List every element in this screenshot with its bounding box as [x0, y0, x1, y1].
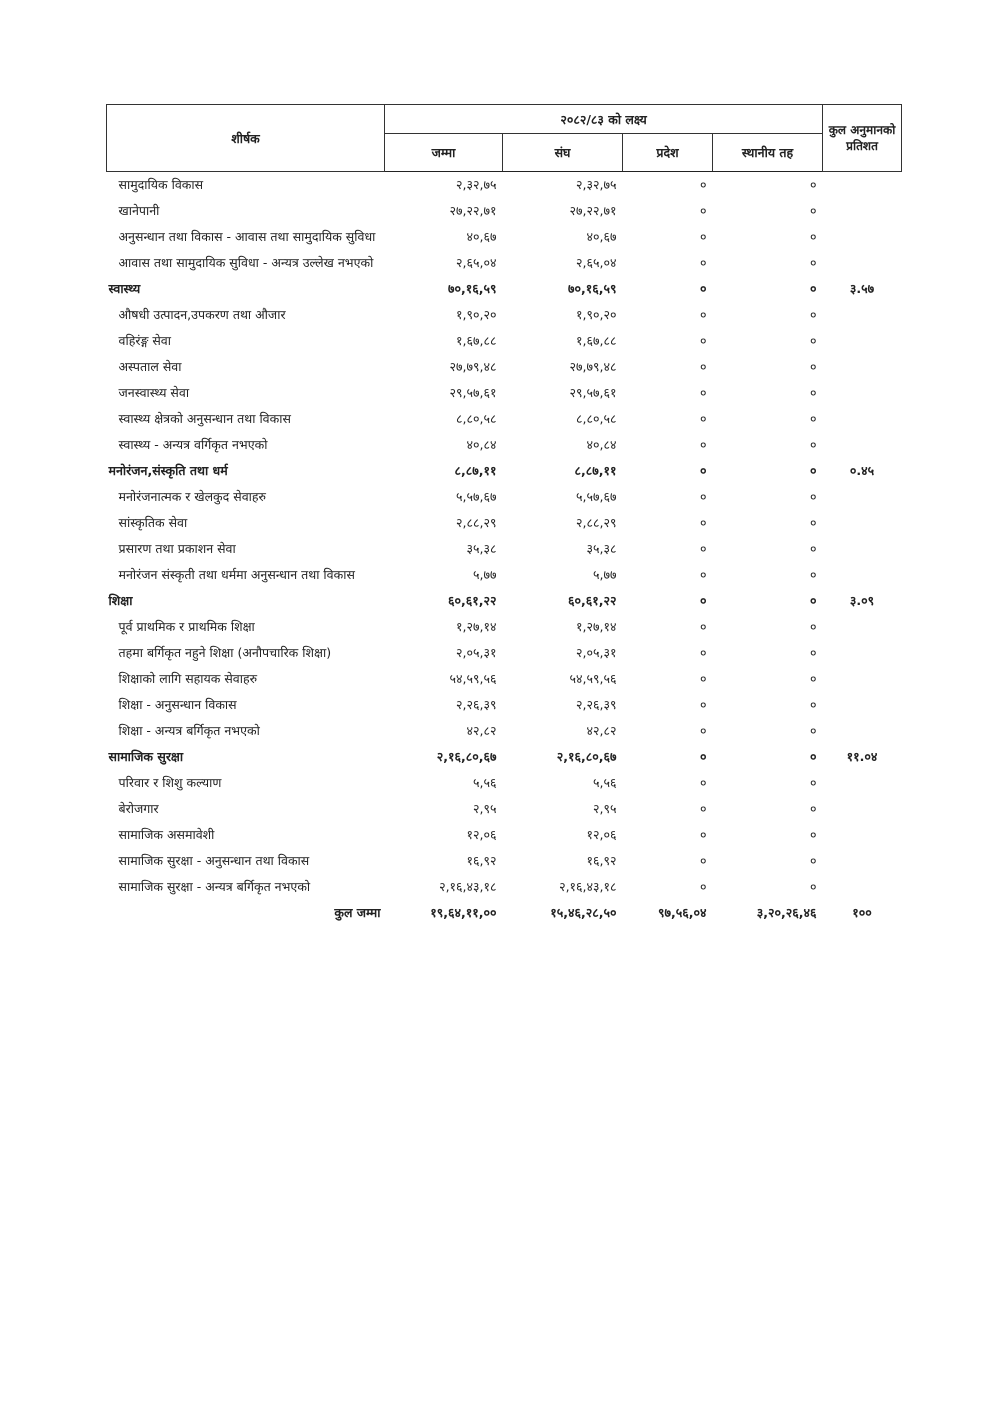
- row-province: ०: [699, 307, 707, 322]
- row-label: सामाजिक सुरक्षा - अन्यत्र बर्गिकृत नभएको: [118, 879, 311, 894]
- row-federal: १६,९२: [586, 853, 617, 868]
- table-row: [107, 874, 902, 900]
- row-local: ०: [810, 463, 817, 478]
- table-row: [107, 666, 902, 692]
- row-federal: २,८८,२९: [576, 515, 617, 530]
- row-local: ०: [810, 203, 817, 218]
- row-local: ०: [810, 619, 817, 634]
- row-percent: [823, 692, 902, 718]
- table-row: [107, 510, 902, 536]
- row-percent: [823, 640, 902, 666]
- row-percent: [823, 666, 902, 692]
- row-province: ०: [699, 411, 707, 426]
- row-percent: [823, 510, 902, 536]
- row-local: ०: [810, 645, 817, 660]
- total-label: कुल जम्मा: [334, 905, 381, 920]
- row-label: खानेपानी: [118, 203, 160, 218]
- total-amount: १९,६४,११,००: [430, 905, 497, 920]
- row-province: ०: [699, 723, 707, 738]
- row-federal: २,६५,०४: [576, 255, 617, 270]
- table-header: [107, 105, 902, 172]
- row-label: सांस्कृतिक सेवा: [118, 515, 188, 530]
- row-federal: २,०५,३१: [576, 645, 617, 660]
- row-federal: ५४,५९,५६: [569, 671, 617, 686]
- row-federal: १,९०,२०: [576, 307, 617, 322]
- row-total: २,३२,७५: [456, 177, 497, 192]
- row-percent: [823, 848, 902, 874]
- row-percent: [823, 172, 902, 199]
- row-percent: [823, 406, 902, 432]
- row-local: ०: [810, 827, 817, 842]
- row-province: ०: [699, 489, 707, 504]
- row-percent: [823, 354, 902, 380]
- row-local: ०: [810, 229, 817, 244]
- row-province: ०: [699, 593, 707, 608]
- table-row: [107, 848, 902, 874]
- row-total: २,०५,३१: [456, 645, 497, 660]
- row-total: २,१६,४३,१८: [439, 879, 497, 894]
- header-federal-column: संघ: [503, 134, 623, 172]
- row-local: ०: [810, 541, 817, 556]
- row-total: ८,८७,११: [454, 463, 497, 478]
- total-province: ९७,५६,०४: [658, 905, 707, 920]
- row-percent: ३.५७: [849, 281, 875, 296]
- row-province: ०: [699, 385, 707, 400]
- header-title-column: शीर्षक: [107, 105, 385, 172]
- table-row: [107, 692, 902, 718]
- row-local: ०: [810, 255, 817, 270]
- row-total: ६०,६१,२२: [448, 593, 497, 608]
- row-federal: २७,२२,७१: [569, 203, 617, 218]
- row-province: ०: [699, 645, 707, 660]
- budget-table: [106, 104, 902, 922]
- row-province: ०: [699, 515, 707, 530]
- row-federal: २,३२,७५: [576, 177, 617, 192]
- row-federal: २,१६,८०,६७: [556, 749, 617, 764]
- row-total: ५,५७,६७: [456, 489, 497, 504]
- row-local: ०: [810, 671, 817, 686]
- table-row: [107, 380, 902, 406]
- row-total: २,१६,८०,६७: [436, 749, 497, 764]
- row-province: ०: [699, 281, 707, 296]
- row-federal: ७०,१६,५९: [568, 281, 617, 296]
- table-row: [107, 484, 902, 510]
- row-local: ०: [810, 593, 817, 608]
- table-row: [107, 822, 902, 848]
- table-row: [107, 770, 902, 796]
- row-federal: ५,५६: [593, 775, 617, 790]
- row-percent: ०.४५: [849, 463, 875, 478]
- row-percent: [823, 380, 902, 406]
- row-label: अस्पताल सेवा: [118, 359, 182, 374]
- row-label: अनुसन्धान तथा विकास - आवास तथा सामुदायिक सुविधा: [118, 229, 376, 244]
- row-label: शिक्षाको लागि सहायक सेवाहरु: [118, 671, 258, 686]
- row-label: स्वास्थ्य - अन्यत्र वर्गिकृत नभएको: [118, 437, 268, 452]
- row-total: ५४,५९,५६: [449, 671, 497, 686]
- row-percent: ३.०९: [849, 593, 875, 608]
- row-label: आवास तथा सामुदायिक सुविधा - अन्यत्र उल्लेख नभएको: [118, 255, 374, 270]
- row-federal: २९,५७,६१: [569, 385, 617, 400]
- row-total: २,६५,०४: [456, 255, 497, 270]
- row-total: २७,७९,४८: [449, 359, 497, 374]
- row-local: ०: [810, 853, 817, 868]
- header-province-column: प्रदेश: [623, 134, 713, 172]
- row-percent: [823, 328, 902, 354]
- row-percent: [823, 796, 902, 822]
- row-federal: २७,७९,४८: [569, 359, 617, 374]
- row-province: ०: [699, 333, 707, 348]
- row-label: बेरोजगार: [118, 801, 159, 816]
- row-label: शिक्षा: [108, 593, 133, 608]
- row-local: ०: [810, 385, 817, 400]
- row-federal: ५,७७: [593, 567, 617, 582]
- row-province: ०: [699, 541, 707, 556]
- row-local: ०: [810, 333, 817, 348]
- row-total: ५,७७: [473, 567, 497, 582]
- section-row: [107, 588, 902, 614]
- row-total: ४०,८४: [466, 437, 497, 452]
- row-percent: [823, 770, 902, 796]
- row-percent: [823, 822, 902, 848]
- row-percent: [823, 302, 902, 328]
- table-row: [107, 224, 902, 250]
- row-local: ०: [810, 749, 817, 764]
- row-percent: [823, 432, 902, 458]
- table-row: [107, 718, 902, 744]
- row-total: ८,८०,५८: [456, 411, 497, 426]
- total-percent: १००: [852, 905, 872, 920]
- table-row: [107, 198, 902, 224]
- row-label: परिवार र शिशु कल्याण: [118, 775, 222, 790]
- row-total: १२,०६: [466, 827, 497, 842]
- row-federal: १२,०६: [586, 827, 617, 842]
- row-local: ०: [810, 437, 817, 452]
- row-total: २९,५७,६१: [449, 385, 497, 400]
- row-total: ५,५६: [473, 775, 497, 790]
- row-label: वहिरंङ्ग सेवा: [118, 333, 171, 348]
- row-percent: [823, 536, 902, 562]
- header-total-column: जम्मा: [385, 134, 503, 172]
- row-province: ०: [699, 697, 707, 712]
- row-label: पूर्व प्राथमिक र प्राथमिक शिक्षा: [118, 619, 255, 634]
- row-percent: [823, 562, 902, 588]
- row-province: ०: [699, 801, 707, 816]
- row-label: प्रसारण तथा प्रकाशन सेवा: [118, 541, 236, 556]
- row-local: ०: [810, 411, 817, 426]
- table-row: [107, 432, 902, 458]
- row-label: स्वास्थ्य क्षेत्रको अनुसन्धान तथा विकास: [118, 411, 291, 426]
- row-label: सामाजिक सुरक्षा: [108, 749, 184, 764]
- row-label: मनोरंजनात्मक र खेलकुद सेवाहरु: [118, 489, 267, 504]
- row-total: १,९०,२०: [456, 307, 497, 322]
- row-label: सामाजिक असमावेशी: [118, 827, 215, 842]
- row-local: ०: [810, 723, 817, 738]
- row-local: ०: [810, 489, 817, 504]
- row-province: ०: [699, 229, 707, 244]
- row-province: ०: [699, 177, 707, 192]
- total-local: ३,२०,२६,४६: [756, 905, 817, 920]
- row-province: ०: [699, 437, 707, 452]
- row-federal: ४०,८४: [586, 437, 617, 452]
- row-province: ०: [699, 203, 707, 218]
- table-row: [107, 796, 902, 822]
- row-total: ७०,१६,५९: [448, 281, 497, 296]
- row-label: मनोरंजन संस्कृती तथा धर्ममा अनुसन्धान तथा विकास: [118, 567, 355, 582]
- row-federal: ३५,३८: [586, 541, 617, 556]
- header-local-column: स्थानीय तह: [713, 134, 823, 172]
- section-row: [107, 744, 902, 770]
- table-row: [107, 250, 902, 276]
- row-local: ०: [810, 515, 817, 530]
- row-federal: ४२,८२: [586, 723, 617, 738]
- row-province: ०: [699, 671, 707, 686]
- row-local: ०: [810, 697, 817, 712]
- row-label: शिक्षा - अन्यत्र बर्गिकृत नभएको: [118, 723, 260, 738]
- row-label: सामाजिक सुरक्षा - अनुसन्धान तथा विकास: [118, 853, 310, 868]
- table-body: [107, 172, 902, 901]
- total-federal: १५,४६,२८,५०: [550, 905, 617, 920]
- row-federal: ८,८०,५८: [576, 411, 617, 426]
- row-local: ०: [810, 307, 817, 322]
- row-province: ०: [699, 567, 707, 582]
- row-total: ४०,६७: [466, 229, 497, 244]
- row-province: ०: [699, 255, 707, 270]
- row-percent: [823, 874, 902, 900]
- row-federal: १,६७,८८: [576, 333, 617, 348]
- row-local: ०: [810, 775, 817, 790]
- row-label: सामुदायिक विकास: [118, 177, 204, 192]
- row-percent: [823, 198, 902, 224]
- row-label: स्वास्थ्य: [108, 281, 141, 296]
- row-label: मनोरंजन,संस्कृति तथा धर्म: [108, 463, 228, 478]
- row-percent: [823, 250, 902, 276]
- table-row: [107, 406, 902, 432]
- row-federal: ६०,६१,२२: [568, 593, 617, 608]
- row-total: १६,९२: [466, 853, 497, 868]
- header-target-group: २०८२/८३ को लक्ष्य: [385, 105, 823, 134]
- row-total: ४२,८२: [466, 723, 497, 738]
- row-federal: २,९५: [593, 801, 617, 816]
- section-row: [107, 276, 902, 302]
- row-percent: [823, 484, 902, 510]
- row-federal: २,१६,४३,१८: [559, 879, 617, 894]
- table-row: [107, 640, 902, 666]
- row-label: जनस्वास्थ्य सेवा: [118, 385, 190, 400]
- row-province: ०: [699, 853, 707, 868]
- row-province: ०: [699, 359, 707, 374]
- row-province: ०: [699, 827, 707, 842]
- table-row: [107, 536, 902, 562]
- row-total: २,९५: [473, 801, 497, 816]
- row-total: २,८८,२९: [456, 515, 497, 530]
- row-local: ०: [810, 359, 817, 374]
- row-total: २,२६,३९: [456, 697, 497, 712]
- row-federal: २,२६,३९: [576, 697, 617, 712]
- section-row: [107, 458, 902, 484]
- header-percent-column: कुल अनुमानको प्रतिशत: [823, 105, 902, 172]
- row-federal: ५,५७,६७: [576, 489, 617, 504]
- row-percent: [823, 224, 902, 250]
- row-federal: ८,८७,११: [574, 463, 617, 478]
- row-total: १,२७,१४: [456, 619, 497, 634]
- row-label: औषधी उत्पादन,उपकरण तथा औजार: [118, 307, 286, 322]
- total-row: [107, 900, 902, 922]
- row-local: ०: [810, 281, 817, 296]
- row-percent: [823, 614, 902, 640]
- row-local: ०: [810, 879, 817, 894]
- row-local: ०: [810, 801, 817, 816]
- row-province: ०: [699, 619, 707, 634]
- row-percent: ११.०४: [846, 749, 878, 764]
- row-total: १,६७,८८: [456, 333, 497, 348]
- row-total: ३५,३८: [466, 541, 497, 556]
- table-row: [107, 172, 902, 199]
- table-row: [107, 328, 902, 354]
- row-local: ०: [810, 177, 817, 192]
- row-federal: ४०,६७: [586, 229, 617, 244]
- table-row: [107, 614, 902, 640]
- row-label: शिक्षा - अनुसन्धान विकास: [118, 697, 237, 712]
- row-province: ०: [699, 463, 707, 478]
- table-row: [107, 302, 902, 328]
- row-province: ०: [699, 879, 707, 894]
- row-percent: [823, 718, 902, 744]
- table-row: [107, 562, 902, 588]
- row-federal: १,२७,१४: [576, 619, 617, 634]
- row-province: ०: [699, 775, 707, 790]
- table-row: [107, 354, 902, 380]
- row-total: २७,२२,७१: [449, 203, 497, 218]
- row-province: ०: [699, 749, 707, 764]
- row-local: ०: [810, 567, 817, 582]
- row-label: तहमा बर्गिकृत नहुने शिक्षा (अनौपचारिक शिक्षा): [118, 645, 332, 660]
